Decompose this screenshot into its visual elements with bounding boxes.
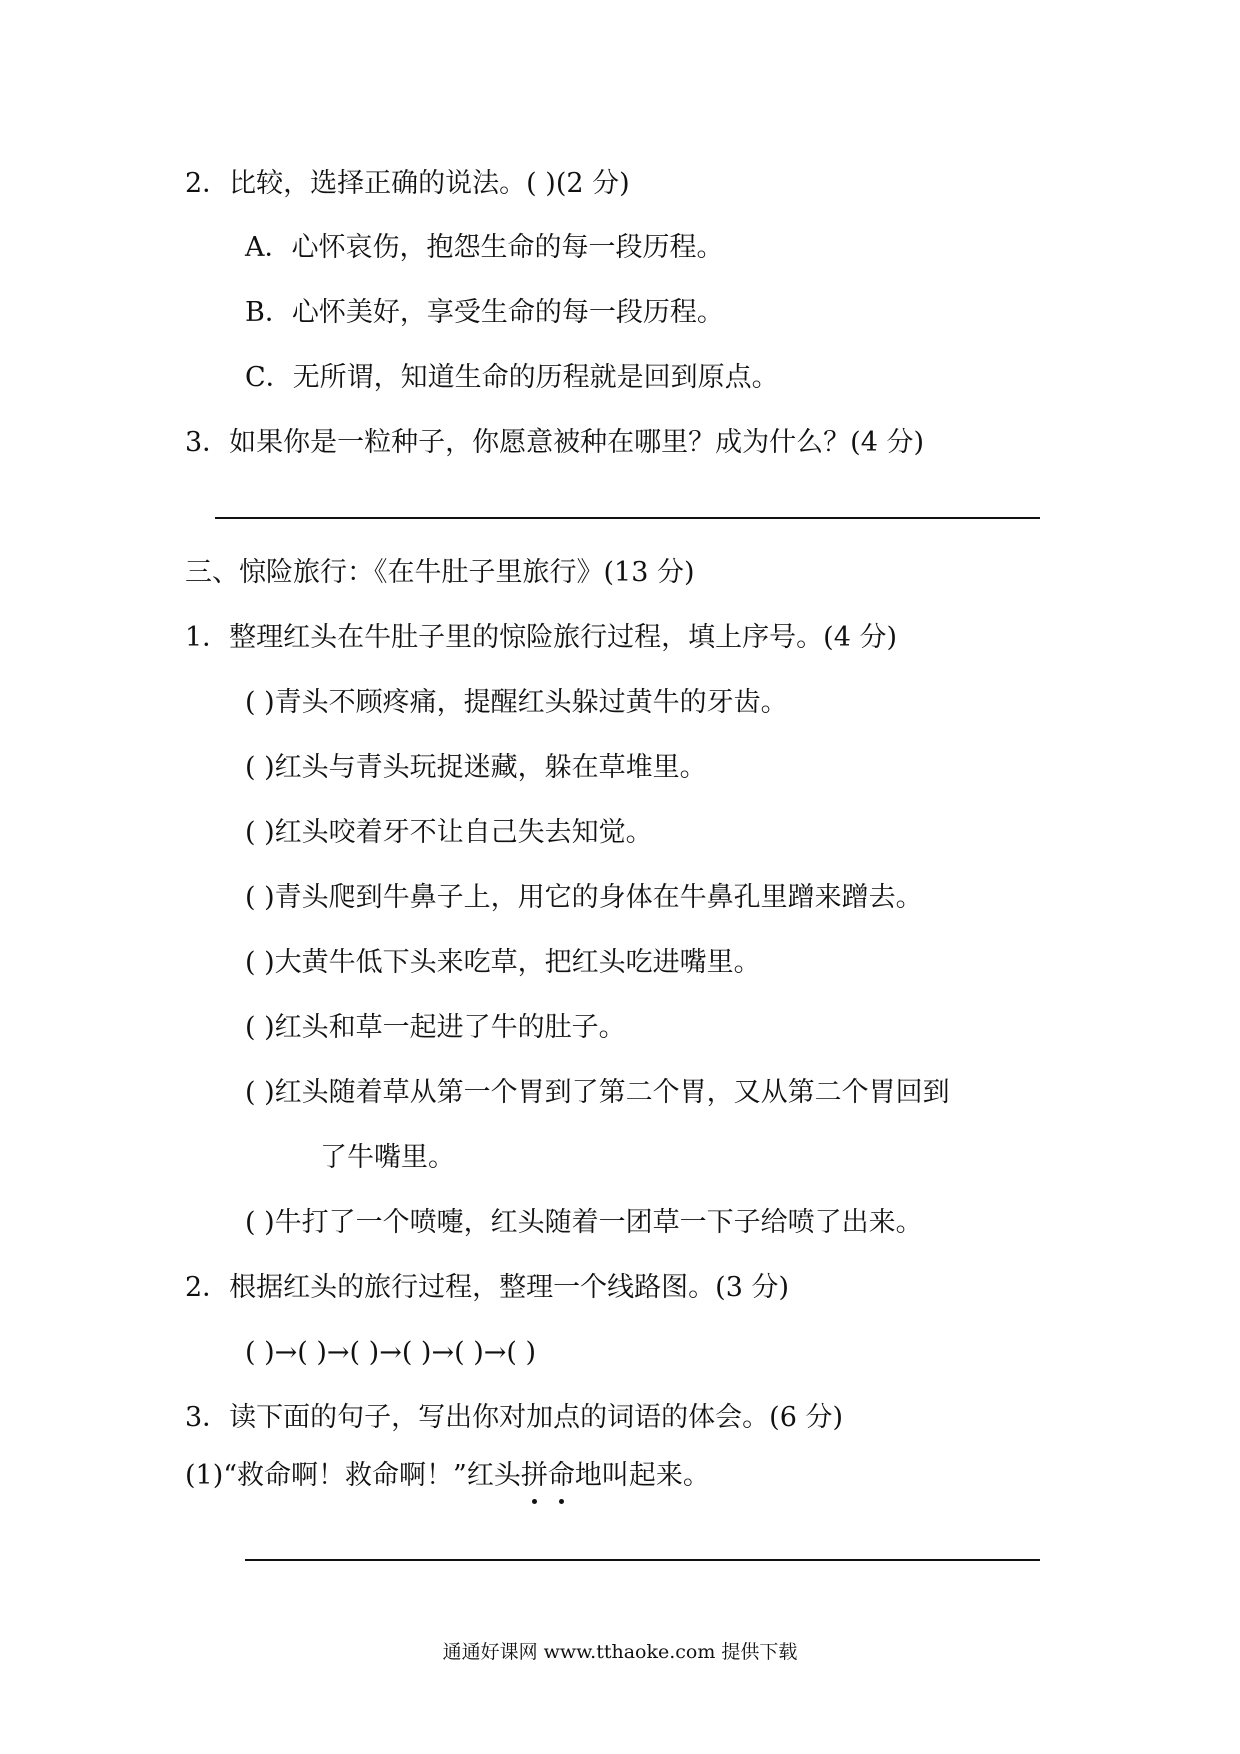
- s3-q1-item-2: ( )红头与青头玩捉迷藏，躲在草堆里。: [245, 752, 707, 783]
- s3-q3-sentence: [185, 1458, 710, 1494]
- s3-q1-prompt: 1．整理红头在牛肚子里的惊险旅行过程，填上序号。(4 分): [185, 622, 898, 653]
- s3-q1-item-3: ( )红头咬着牙不让自己失去知觉。: [245, 817, 653, 848]
- footer-note: 通通好课网 www.tthaoke.com 提供下载: [442, 1641, 798, 1663]
- s3-q1-item-5: ( )大黄牛低下头来吃草，把红头吃进嘴里。: [245, 947, 761, 978]
- s3-q1-item-4: ( )青头爬到牛鼻子上，用它的身体在牛鼻孔里蹭来蹭去。: [245, 882, 923, 913]
- s3-q3-prompt: 3．读下面的句子，写出你对加点的词语的体会。(6 分): [185, 1402, 844, 1433]
- s3-q1-item-7: ( )红头随着草从第一个胃到了第二个胃，又从第二个胃回到: [245, 1077, 950, 1108]
- dotted-char-1: 拼: [521, 1458, 548, 1494]
- answer-line-s3-q3[interactable]: [245, 1559, 1040, 1561]
- s3-q1-item-6: ( )红头和草一起进了牛的肚子。: [245, 1012, 626, 1043]
- s3-q1-item-7-cont: 了牛嘴里。: [320, 1142, 455, 1173]
- q2-prompt: 2．比较，选择正确的说法。( )(2 分): [185, 168, 630, 199]
- sentence-before: (1)“救命啊！救命啊！”红头: [185, 1460, 521, 1491]
- route-diagram[interactable]: ( )→( )→( )→( )→( )→( ): [245, 1337, 537, 1368]
- q2-option-b: B．心怀美好，享受生命的每一段历程。: [245, 297, 724, 328]
- s3-q1-item-8: ( )牛打了一个喷嚏，红头随着一团草一下子给喷了出来。: [245, 1207, 923, 1238]
- s3-q1-item-1: ( )青头不顾疼痛，提醒红头躲过黄牛的牙齿。: [245, 687, 788, 718]
- section-three-title: 三、惊险旅行：《在牛肚子里旅行》(13 分): [185, 557, 695, 588]
- sentence-after: 地叫起来。: [574, 1460, 710, 1491]
- q2-option-a: A．心怀哀伤，抱怨生命的每一段历程。: [245, 232, 724, 263]
- q2-option-c: C．无所谓，知道生命的历程就是回到原点。: [245, 362, 779, 393]
- s3-q2-prompt: 2．根据红头的旅行过程，整理一个线路图。(3 分): [185, 1272, 790, 1303]
- q3-prompt: 3．如果你是一粒种子，你愿意被种在哪里？成为什么？(4 分): [185, 427, 925, 458]
- answer-line-q3[interactable]: [215, 517, 1040, 519]
- dotted-char-2: 命: [548, 1458, 575, 1494]
